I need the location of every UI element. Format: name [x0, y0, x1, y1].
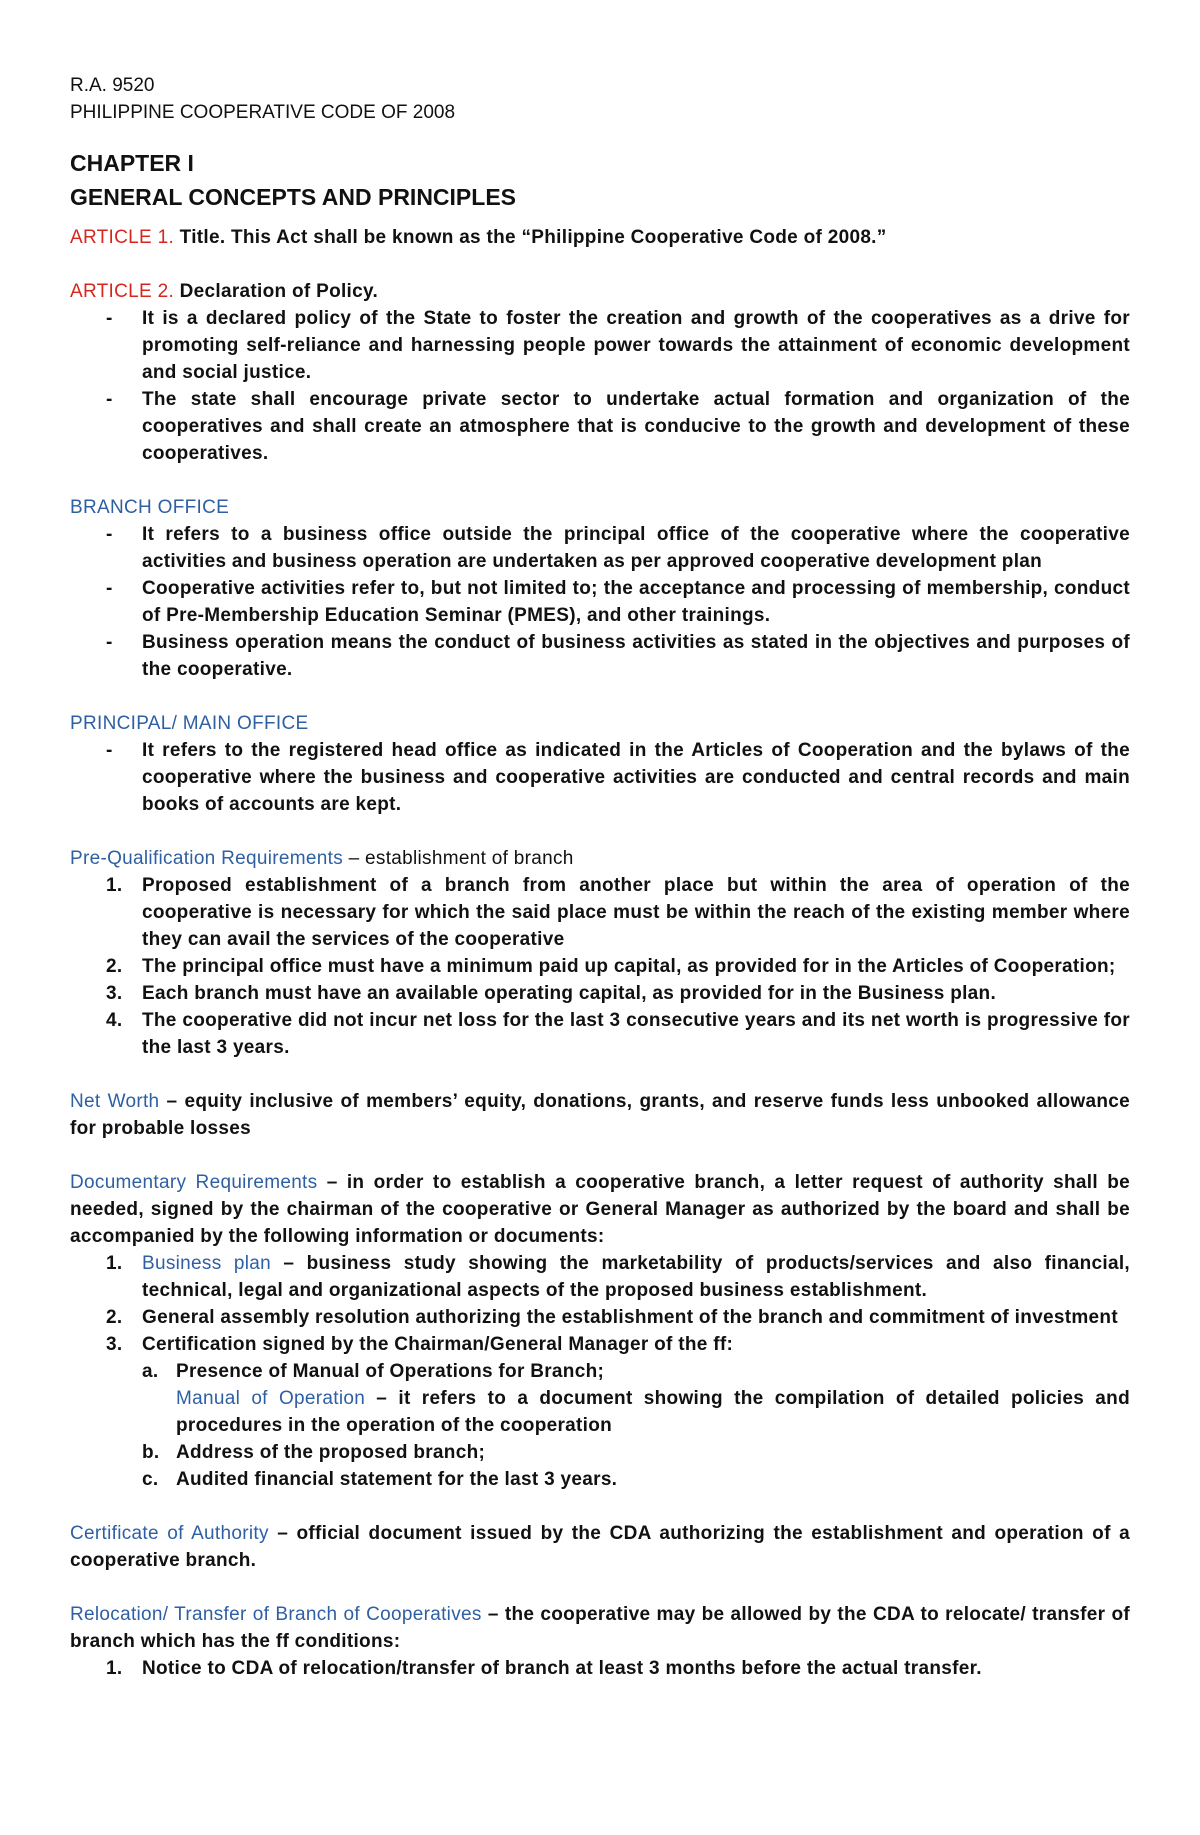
branch-office-list [70, 521, 1130, 683]
article-2-label: ARTICLE 2. [70, 281, 175, 302]
chapter-number: CHAPTER I [70, 150, 194, 176]
net-worth-definition: Net Worth – equity inclusive of members’ equity, donations, grants, and reserve funds less unbooked allowance for probable losses [70, 1091, 1130, 1139]
article-1-text: Title. This Act shall be known as the “Philippine Cooperative Code of 2008.” [179, 227, 887, 248]
list-item: c. Audited financial statement for the last 3 years. [142, 1469, 618, 1490]
list-item: 3. Certification signed by the Chairman/General Manager of the ff: a. Presence of Manual of Operations for Branch; Manual of Operation – it refers to a document showing the compilation of detailed policies and procedures in the operation of the cooperation b. Address of the proposed branch; c. Audited financial statement for the last 3 years. [70, 1331, 1130, 1493]
relocation-list [70, 1655, 1130, 1682]
list-item: 4. The cooperative did not incur net loss for the last 3 consecutive years and its net worth is progressive for the last 3 years. [106, 1010, 1130, 1058]
law-number: R.A. 9520 [70, 75, 155, 96]
prequalification-heading: Pre-Qualification Requirements – establishment of branch [70, 848, 574, 869]
list-item: 2. The principal office must have a minimum paid up capital, as provided for in the Articles of Cooperation; [106, 956, 1116, 977]
principal-office-heading: PRINCIPAL/ MAIN OFFICE [70, 713, 309, 734]
list-item: 1. Notice to CDA of relocation/transfer of branch at least 3 months before the actual transfer. [106, 1658, 982, 1679]
article-2 [70, 278, 1130, 305]
documentary-requirements: Documentary Requirements – in order to establish a cooperative branch, a letter request of authority shall be needed, signed by the chairman of the cooperative or General Manager as authorized by the board and shall be accompanied by the following information or documents: [70, 1172, 1130, 1247]
chapter-title: GENERAL CONCEPTS AND PRINCIPLES [70, 184, 516, 210]
list-item: 3. Each branch must have an available operating capital, as provided for in the Business plan. [106, 983, 997, 1004]
relocation-transfer: Relocation/ Transfer of Branch of Cooperatives – the cooperative may be allowed by the CDA to relocate/ transfer of branch which has the ff conditions: [70, 1604, 1130, 1652]
list-item: - It refers to a business office outside the principal office of the cooperative where the cooperative activities and business operation are undertaken as per approved cooperative development plan [106, 524, 1130, 572]
list-item: - The state shall encourage private sector to undertake actual formation and organization of the cooperatives and shall create an atmosphere that is conducive to the growth and development of these cooperatives. [106, 389, 1130, 464]
list-item: - It refers to the registered head office as indicated in the Articles of Cooperation and the bylaws of the cooperative where the business and cooperative activities are conducted and central records and main books of accounts are kept. [106, 740, 1130, 815]
list-item: 2. General assembly resolution authorizing the establishment of the branch and commitment of investment [106, 1307, 1118, 1328]
list-item: 1. Proposed establishment of a branch from another place but within the area of operation of the cooperative is necessary for which the said place must be within the reach of the existing member where they can avail the services of the cooperative [106, 875, 1130, 950]
documentary-list [70, 1250, 1130, 1493]
prequalification-list [70, 872, 1130, 1061]
principal-office-list [70, 737, 1130, 818]
article-2-text: Declaration of Policy. [179, 281, 379, 302]
list-item: a. Presence of Manual of Operations for Branch; [142, 1361, 605, 1382]
article-1-label: ARTICLE 1. [70, 227, 175, 248]
list-item: - Cooperative activities refer to, but not limited to; the acceptance and processing of membership, conduct of Pre-Membership Education Seminar (PMES), and other trainings. [106, 578, 1130, 626]
chapter-heading [70, 146, 1130, 214]
list-item: 1. Business plan – business study showing the marketability of products/services and also financial, technical, legal and organizational aspects of the proposed business establishment. [106, 1253, 1130, 1301]
article-1 [70, 224, 1130, 251]
list-item: Manual of Operation – it refers to a document showing the compilation of detailed policies and procedures in the operation of the cooperation [176, 1388, 1130, 1436]
branch-office-heading: BRANCH OFFICE [70, 497, 230, 518]
list-item: b. Address of the proposed branch; [142, 1442, 486, 1463]
list-item: - It is a declared policy of the State to foster the creation and growth of the cooperatives as a drive for promoting self-reliance and harnessing people power towards the attainment of economic development and social justice. [106, 308, 1130, 383]
list-item: - Business operation means the conduct of business activities as stated in the objectives and purposes of the cooperative. [106, 632, 1130, 680]
certificate-of-authority: Certificate of Authority – official document issued by the CDA authorizing the establishment and operation of a cooperative branch. [70, 1523, 1131, 1571]
law-title: PHILIPPINE COOPERATIVE CODE OF 2008 [70, 102, 456, 123]
certification-sublist [142, 1358, 1130, 1493]
article-2-list [70, 305, 1130, 467]
